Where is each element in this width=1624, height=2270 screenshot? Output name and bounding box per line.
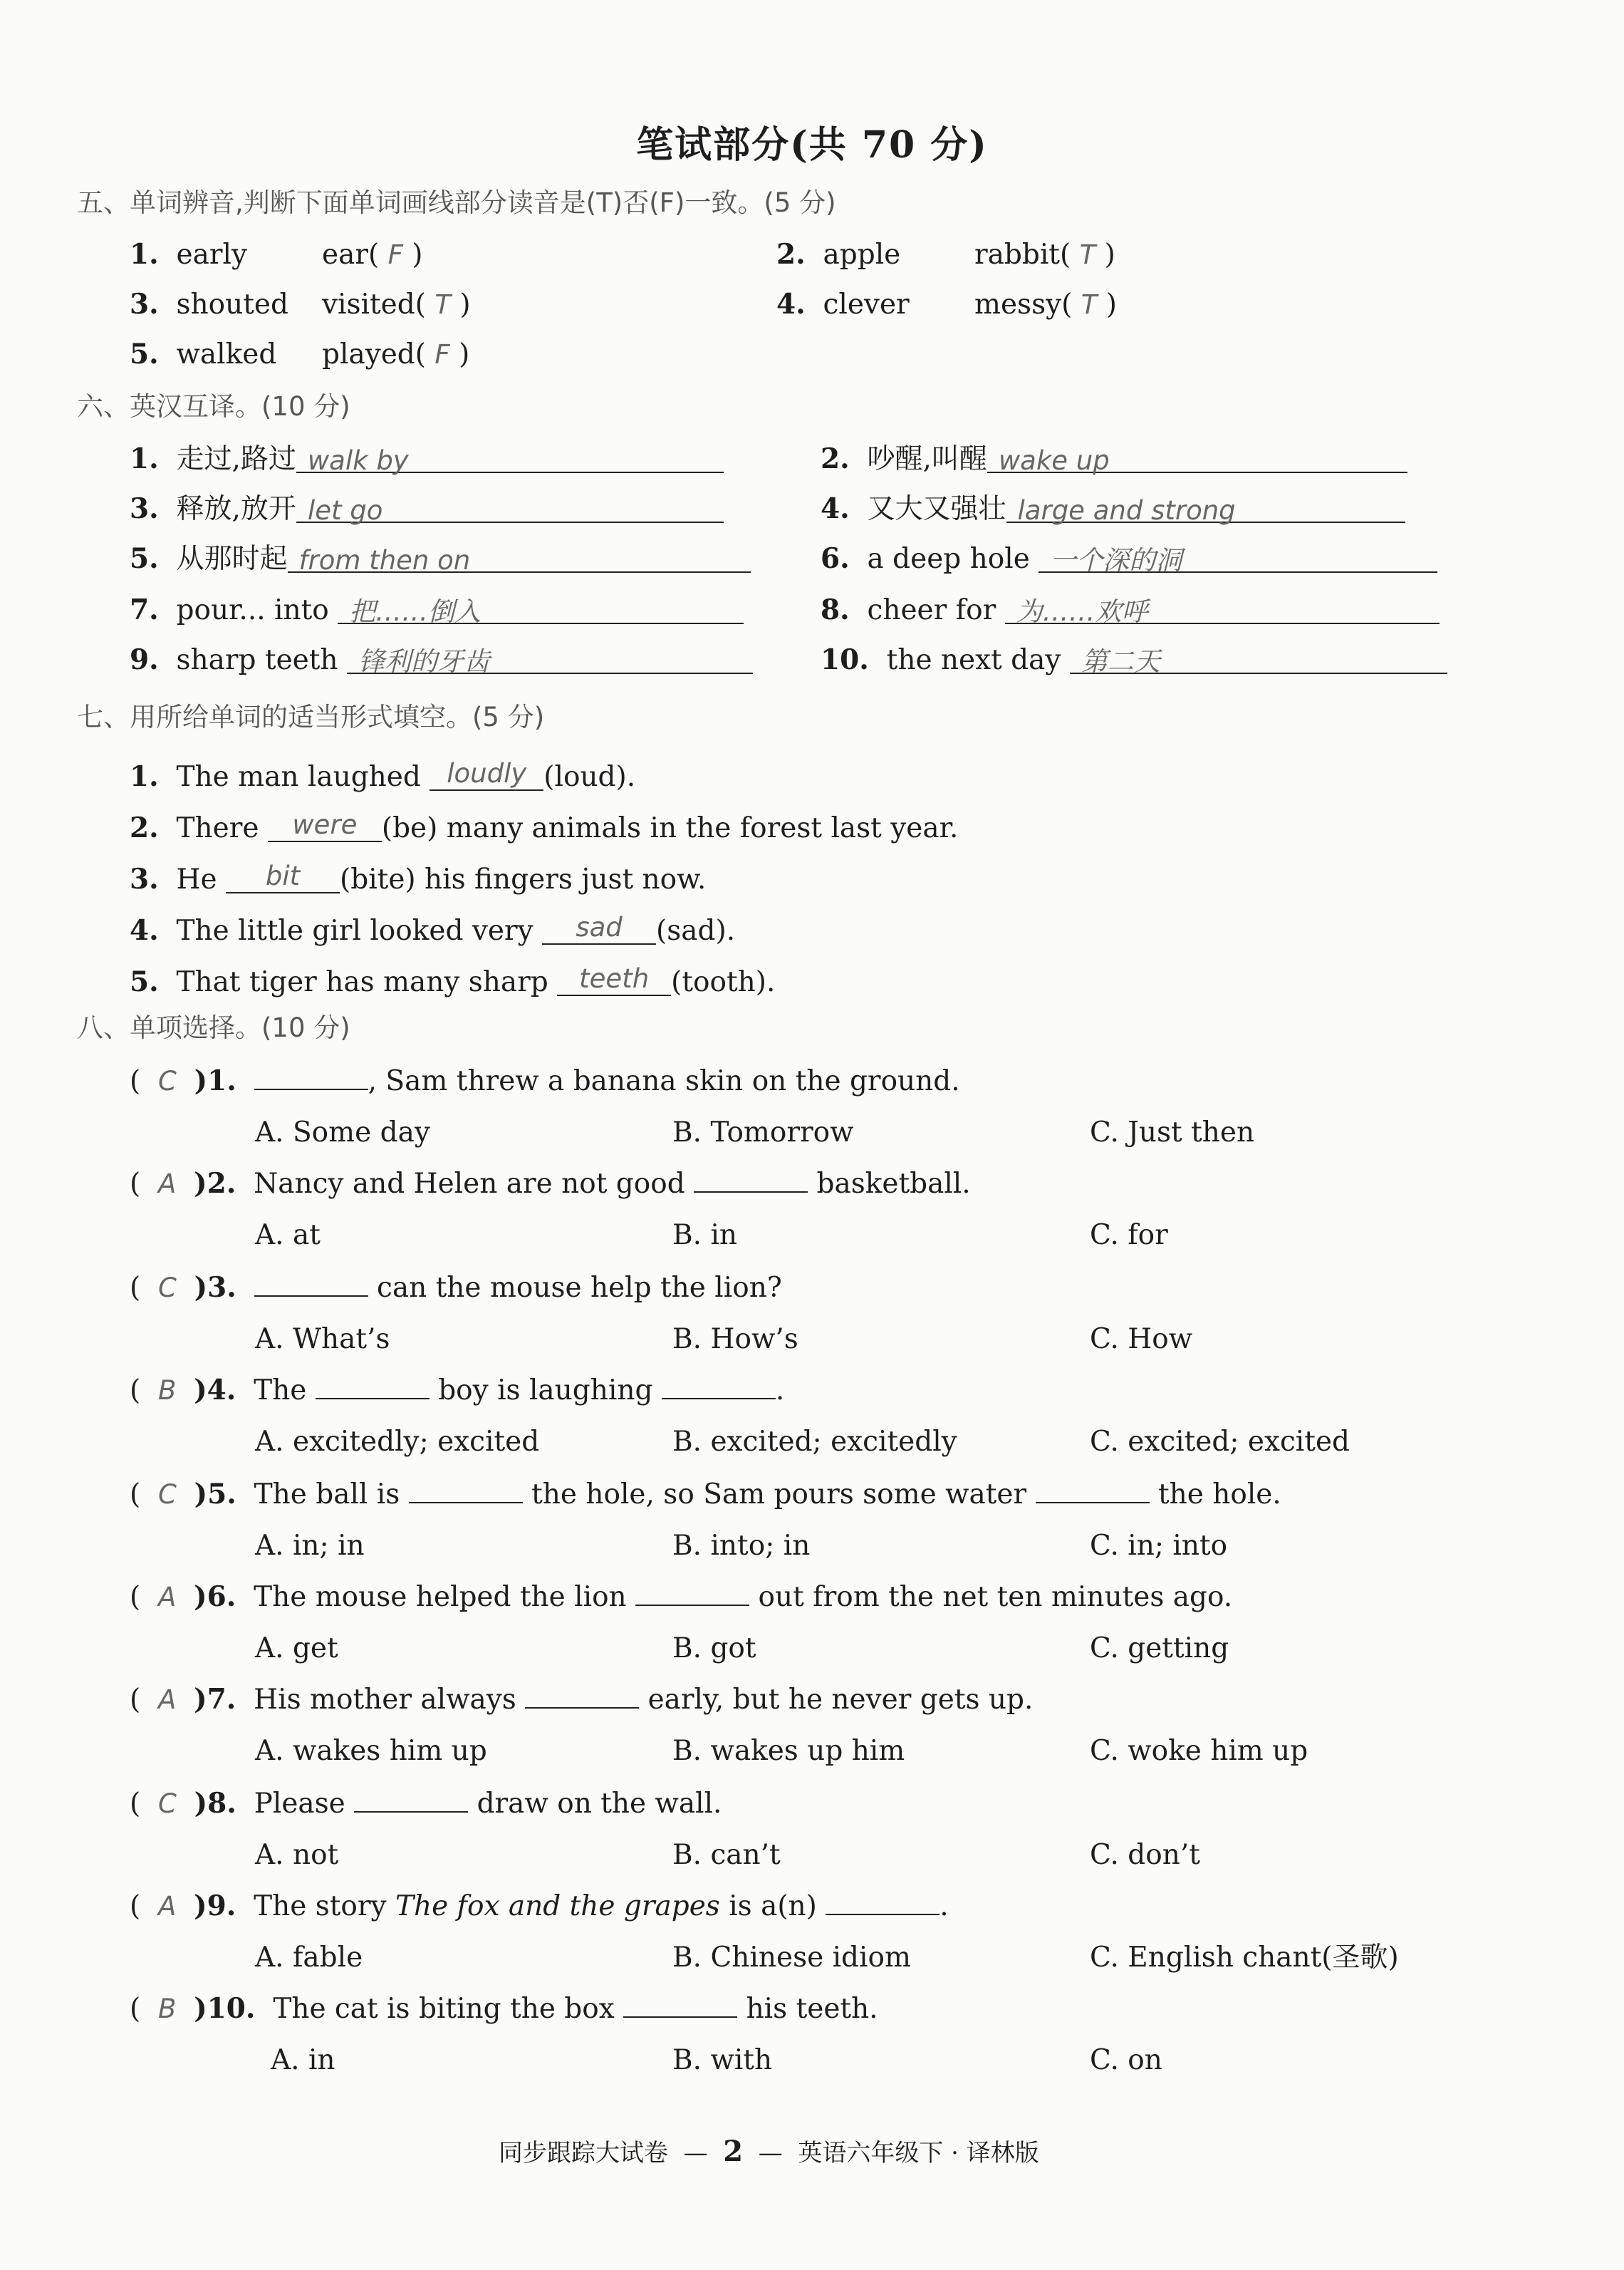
mc-4-option-c: C. excited; excited (1090, 1426, 1350, 1458)
mc-8-option-b: B. can’t (672, 1839, 781, 1871)
sec6-item-8: 8. cheer for 为……欢呼 (821, 594, 1440, 624)
sec7-item-1: 1. The man laughed loudly (loud). (130, 758, 636, 793)
mc-question-10: ( B )10. The cat is biting the box his teeth. (130, 1992, 878, 2025)
story-title: The fox and the grapes (395, 1890, 720, 1922)
mc-question-1: ( C )1. , Sam threw a banana skin on the ground. (130, 1064, 960, 1097)
sec6-item-4: 4. 又大又强壮 large and strong (821, 493, 1405, 523)
mc-5-option-b: B. into; in (672, 1530, 811, 1562)
mc-5-option-a: A. in; in (255, 1530, 365, 1562)
mc-question-6: ( A )6. The mouse helped the lion out from the net ten minutes ago. (130, 1580, 1233, 1613)
mc-question-2: ( A )2. Nancy and Helen are not good basketball. (130, 1167, 971, 1200)
mc-2-option-b: B. in (672, 1219, 738, 1251)
mc-2-option-a: A. at (255, 1219, 321, 1251)
mc-7-option-a: A. wakes him up (255, 1735, 487, 1767)
mc-9-option-b: B. Chinese idiom (672, 1942, 911, 1974)
sec6-item-10: 10. the next day 第二天 (821, 644, 1447, 674)
sec5-item-3: 3. shouted (130, 288, 288, 321)
sec5-item-4-pair: messy( T ) (974, 289, 1117, 321)
sec5-item-5: 5. walked (130, 338, 277, 370)
section-7-heading: 七、用所给单词的适当形式填空。(5 分) (77, 702, 545, 732)
mc-question-7: ( A )7. His mother always early, but he never gets up. (130, 1683, 1034, 1716)
sec5-item-4: 4. clever (776, 288, 910, 321)
sec5-item-3-pair: visited( T ) (322, 289, 471, 321)
mc-7-option-b: B. wakes up him (672, 1735, 905, 1767)
mc-5-option-c: C. in; into (1090, 1530, 1228, 1562)
sec7-item-3: 3. He bit (bite) his fingers just now. (130, 861, 707, 896)
mc-question-3: ( C )3. can the mouse help the lion? (130, 1271, 782, 1304)
answer: F (387, 239, 403, 270)
mc-10-option-b: B. with (672, 2044, 773, 2076)
mc-3-option-b: B. How’s (672, 1323, 798, 1355)
section-8-heading: 八、单项选择。(10 分) (77, 1012, 350, 1043)
mc-6-option-b: B. got (672, 1632, 756, 1664)
sec7-item-4: 4. The little girl looked very sad (sad). (130, 912, 736, 947)
sec5-item-2: 2. apple (776, 238, 901, 271)
sec6-item-3: 3. 释放,放开 let go (130, 493, 724, 523)
word-1: early (176, 239, 247, 271)
sec6-item-9: 9. sharp teeth 锋利的牙齿 (130, 644, 753, 674)
mc-8-option-c: C. don’t (1090, 1839, 1200, 1871)
mc-1-option-a: A. Some day (255, 1116, 430, 1149)
mc-9-option-a: A. fable (255, 1942, 363, 1974)
sec6-item-5: 5. 从那时起 from then on (130, 543, 751, 573)
page-number: 2 (723, 2135, 744, 2168)
section-5-heading: 五、单词辨音,判断下面单词画线部分读音是(T)否(F)一致。(5 分) (77, 187, 836, 218)
answer: loudly (447, 758, 527, 789)
mc-7-option-c: C. woke him up (1090, 1735, 1308, 1767)
mc-9-option-c: C. English chant(圣歌) (1090, 1942, 1399, 1974)
page-title: 笔试部分(共 70 分) (636, 123, 988, 167)
mc-8-option-a: A. not (255, 1839, 339, 1871)
sec5-item-2-pair: rabbit( T ) (974, 239, 1115, 271)
mc-question-8: ( C )8. Please draw on the wall. (130, 1787, 722, 1820)
mc-10-option-c: C. on (1090, 2044, 1162, 2076)
sec5-item-5-pair: played( F ) (322, 338, 470, 370)
mc-6-option-c: C. getting (1090, 1632, 1229, 1664)
sec5-item-1: 1. early (130, 238, 247, 271)
mc-3-option-a: A. What’s (255, 1323, 390, 1355)
sec7-item-5: 5. That tiger has many sharp teeth (tooth). (130, 963, 776, 998)
footer: 同步跟踪大试卷 — 2 — 英语六年级下 · 译林版 (499, 2135, 1039, 2168)
footer-subject: 英语六年级下 · 译林版 (798, 2139, 1039, 2167)
mc-question-9: ( A )9. The story The fox and the grapes is a(n) . (130, 1890, 949, 1922)
sec5-item-1-pair: ear( F ) (322, 239, 423, 271)
section-6-heading: 六、英汉互译。(10 分) (77, 391, 350, 422)
sec6-item-2: 2. 吵醒,叫醒 wake up (821, 443, 1407, 473)
mc-1-option-b: B. Tomorrow (672, 1116, 854, 1149)
mc-6-option-a: A. get (255, 1632, 338, 1664)
mc-4-option-a: A. excitedly; excited (255, 1426, 540, 1458)
mc-10-option-a: A. in (271, 2044, 335, 2076)
sec6-item-7: 7. pour... into 把……倒入 (130, 594, 744, 624)
mc-3-option-c: C. How (1090, 1323, 1193, 1355)
mc-4-option-b: B. excited; excitedly (672, 1426, 957, 1458)
sec6-item-6: 6. a deep hole 一个深的洞 (821, 543, 1437, 573)
answer: walk by (307, 445, 409, 476)
sec7-item-2: 2. There were (be) many animals in the forest last year. (130, 809, 959, 844)
mc-question-5: ( C )5. The ball is the hole, so Sam pours some water the hole. (130, 1478, 1281, 1510)
answer: C (158, 1066, 177, 1097)
footer-series: 同步跟踪大试卷 (499, 2139, 668, 2167)
sec6-item-1: 1. 走过,路过 walk by (130, 443, 724, 473)
mc-2-option-c: C. for (1090, 1219, 1168, 1251)
mc-1-option-c: C. Just then (1090, 1116, 1255, 1149)
mc-question-4: ( B )4. The boy is laughing . (130, 1374, 785, 1406)
